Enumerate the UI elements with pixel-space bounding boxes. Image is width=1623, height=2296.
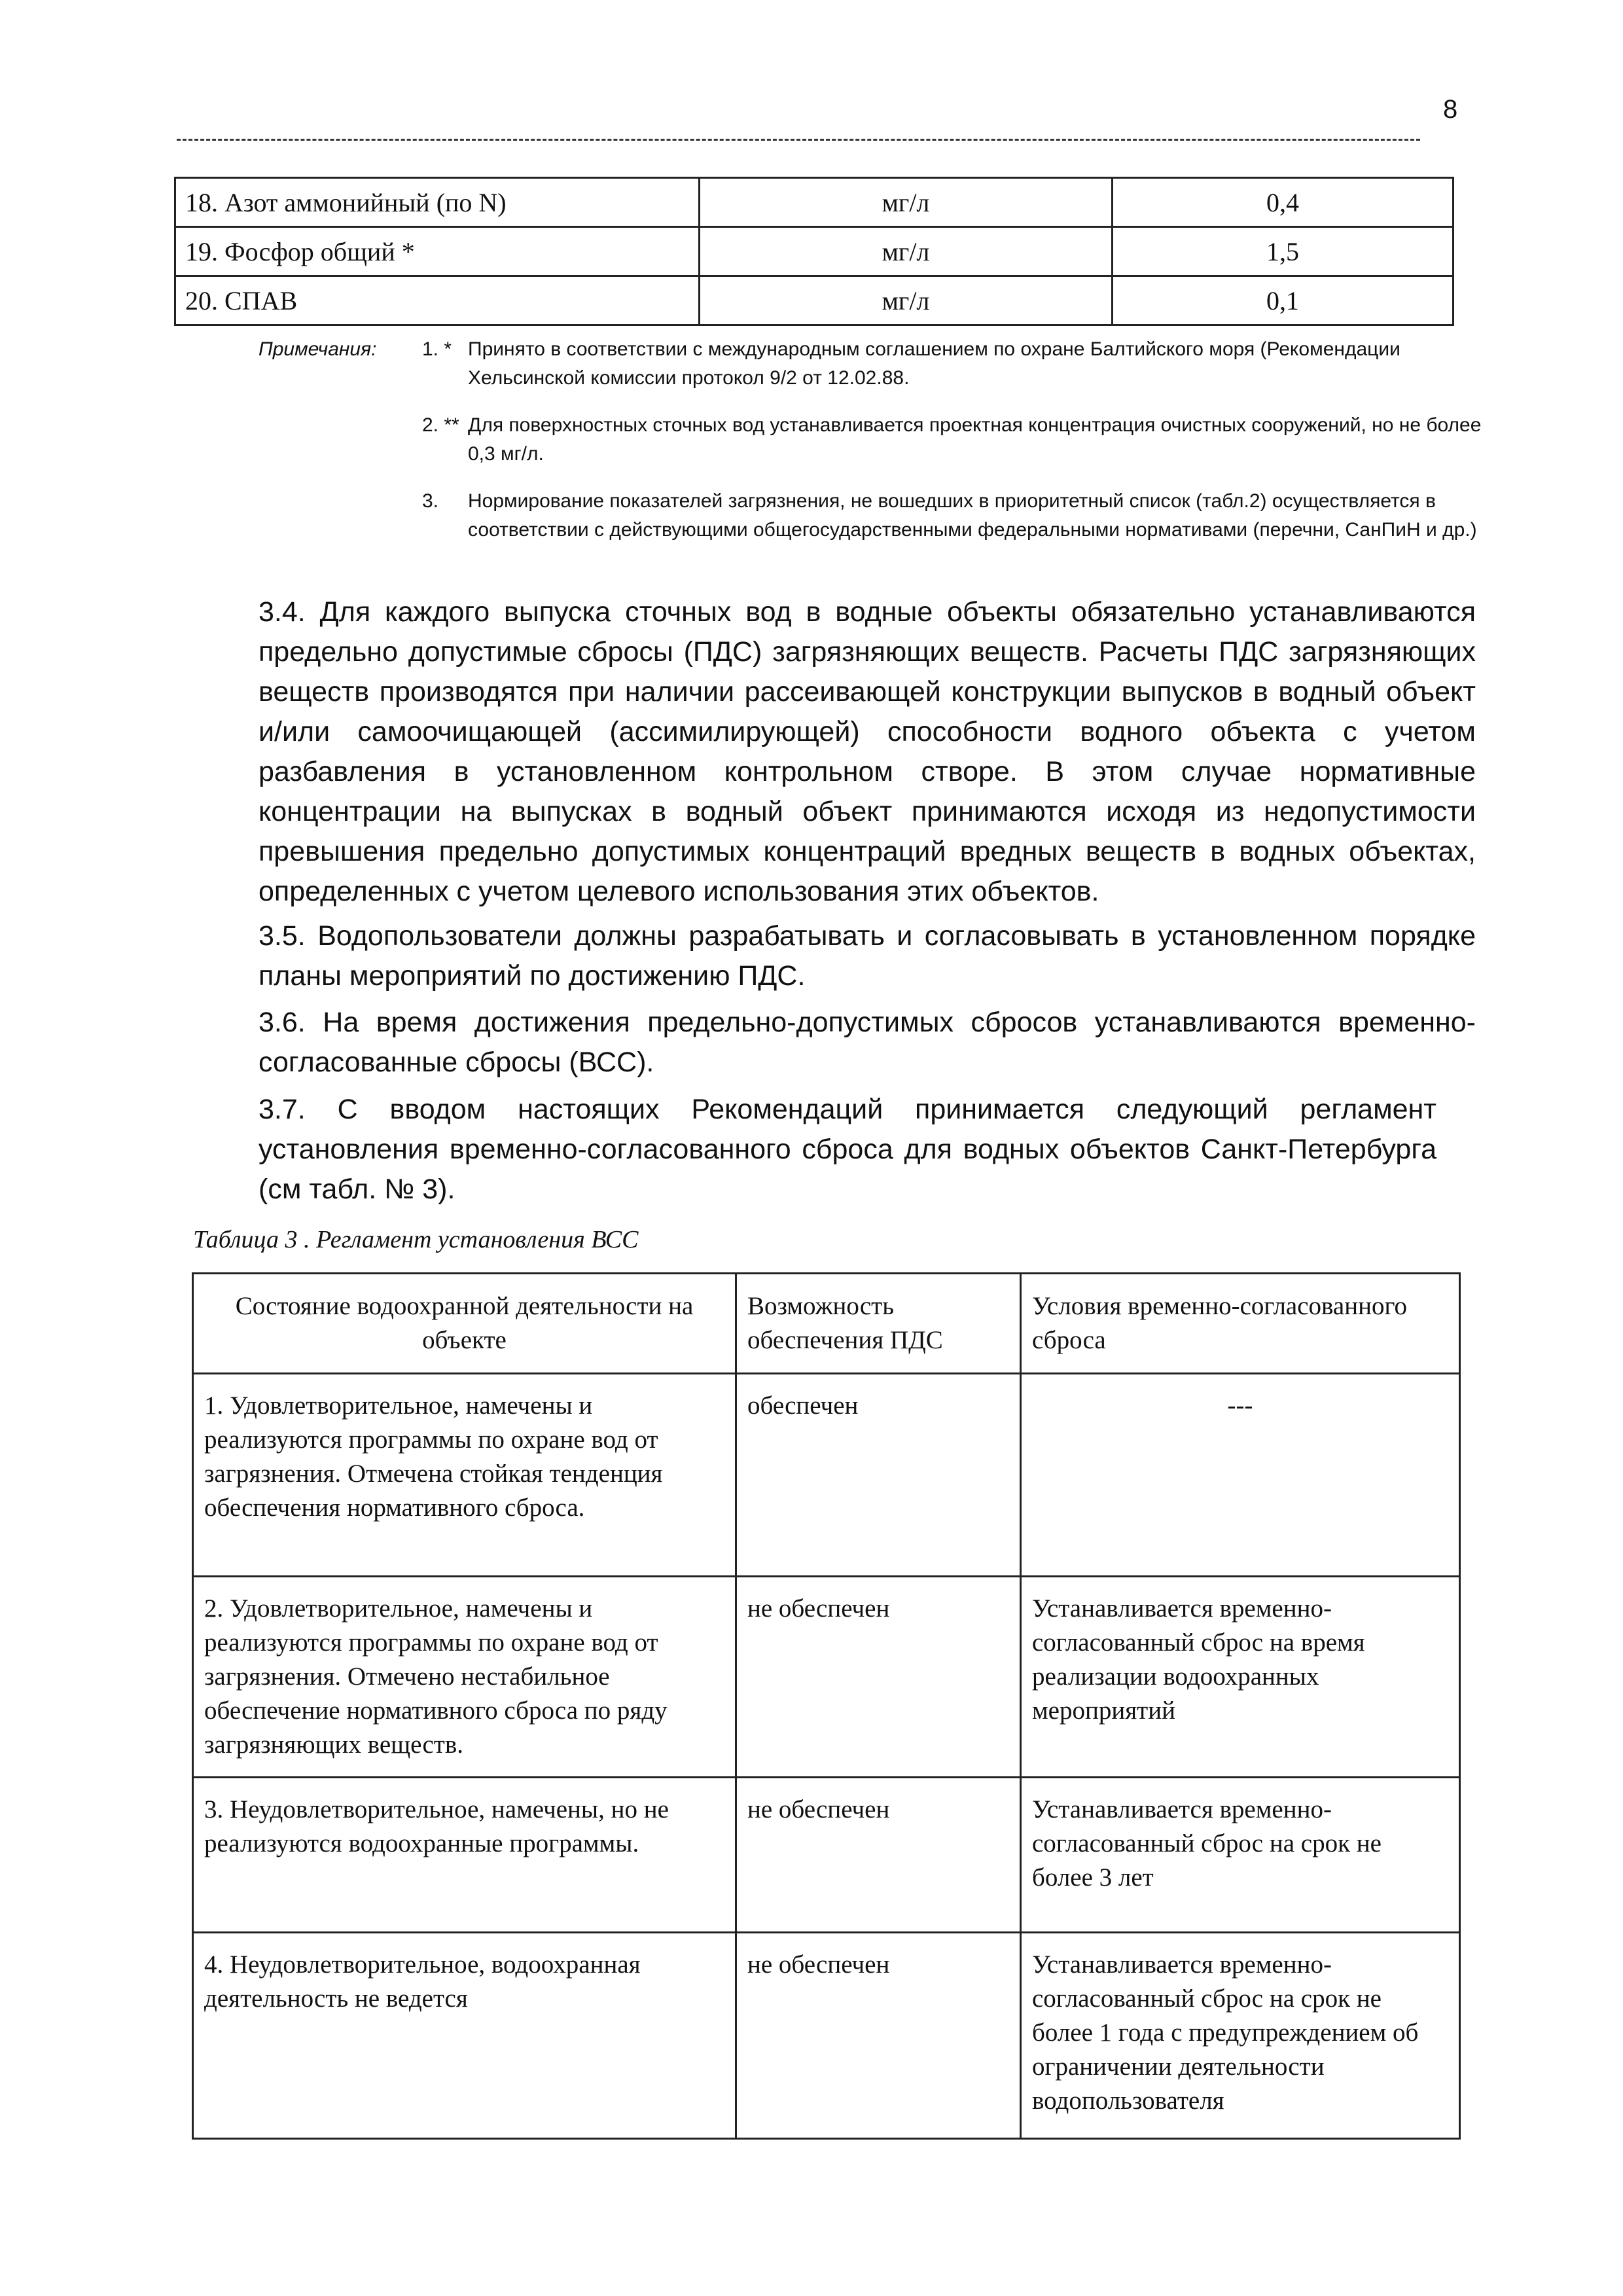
indicator-name: 18. Азот аммонийный (по N) [175, 178, 700, 227]
note-text: Принято в соответствии с международным соглашением по охране Балтийского моря (Рекомендации Хельсинской комиссии протокол 9/2 от 12.02.88. [468, 338, 1400, 389]
table-row [175, 276, 1454, 325]
table2-continuation [174, 177, 1454, 326]
unit: мг/л [700, 227, 1113, 276]
indicator-name: 19. Фосфор общий * [175, 227, 700, 276]
cell-possibility: не обеспечен [736, 1778, 1021, 1933]
unit: мг/л [700, 276, 1113, 325]
table3 [192, 1272, 1461, 2140]
header-divider [177, 139, 1420, 141]
paragraph-3-5 [259, 916, 1476, 996]
column-header: Условия временно-согласованного сброса [1021, 1274, 1460, 1374]
cell-state: 2. Удовлетворительное, намечены и реализуются программы по охране вод от загрязнения. Отмечено нестабильное обеспечение нормативного сброса по ряду загрязняющих веществ. [193, 1577, 736, 1778]
paragraph-text: Водопользователи должны разрабатывать и согласовывать в установленном порядке планы мероприятий по достижению ПДС. [259, 920, 1476, 992]
cell-conditions: --- [1021, 1374, 1460, 1577]
cell-conditions: Устанавливается временно-согласованный сброс на срок не более 3 лет [1021, 1778, 1460, 1933]
cell-state: 3. Неудовлетворительное, намечены, но не реализуются водоохранные программы. [193, 1778, 736, 1933]
page-number: 8 [1443, 95, 1458, 124]
indicator-name: 20. СПАВ [175, 276, 700, 325]
table-row [193, 1933, 1460, 2139]
note-number: 3. [422, 490, 439, 512]
table-row [175, 178, 1454, 227]
table-row [193, 1577, 1460, 1778]
paragraph-text: С вводом настоящих Рекомендаций принимается следующий регламент установления временно-согласованного сброса для водных объектов Санкт-Петербурга (см табл. № 3). [259, 1094, 1437, 1205]
table-header-row [193, 1274, 1460, 1374]
table3-caption: Таблица 3 . Регламент установления ВСС [193, 1226, 639, 1253]
note-text: Нормирование показателей загрязнения, не вошедших в приоритетный список (табл.2) осуществляется в соответствии с действующими общегосударственными федеральными нормативами (перечни, СанПиН и др.) [468, 490, 1477, 541]
table-row [193, 1374, 1460, 1577]
table-row [175, 227, 1454, 276]
column-header: Возможность обеспечения ПДС [736, 1274, 1021, 1374]
unit: мг/л [700, 178, 1113, 227]
value: 1,5 [1113, 227, 1454, 276]
notes [259, 335, 1489, 563]
value: 0,4 [1113, 178, 1454, 227]
value: 0,1 [1113, 276, 1454, 325]
cell-possibility: не обеспечен [736, 1577, 1021, 1778]
cell-conditions: Устанавливается временно-согласованный сброс на время реализации водоохранных мероприятий [1021, 1577, 1460, 1778]
paragraph-text: Для каждого выпуска сточных вод в водные объекты обязательно устанавливаются предельно допустимые сбросы (ПДС) загрязняющих веществ. Расчеты ПДС загрязняющих веществ производятся при наличии рассеивающей конструкции выпусков в водный объект и/или самоочищающей (ассимилирующей) способности водного объекта с учетом разбавления в установленном контрольном створе. В этом случае нормативные концентрации на выпусках в водный объект принимаются исходя из недопустимости превышения предельно допустимых концентраций вредных веществ в водных объектах, определенных с учетом целевого использования этих объектов. [259, 596, 1476, 907]
note-text: Для поверхностных сточных вод устанавливается проектная концентрация очистных сооружений, но не более 0,3 мг/л. [468, 414, 1482, 465]
paragraph-3-4 [259, 592, 1476, 912]
table-row [193, 1778, 1460, 1933]
paragraph-number: 3.4. [259, 596, 306, 628]
cell-state: 4. Неудовлетворительное, водоохранная деятельность не ведется [193, 1933, 736, 2139]
column-header: Состояние водоохранной деятельности на объекте [193, 1274, 736, 1374]
note-number: 2. ** [422, 414, 459, 436]
notes-label: Примечания: [259, 338, 377, 360]
cell-state: 1. Удовлетворительное, намечены и реализуются программы по охране вод от загрязнения. Отмечена стойкая тенденция обеспечения нормативного сброса. [193, 1374, 736, 1577]
paragraph-text: На время достижения предельно-допустимых сбросов устанавливаются временно-согласованные сбросы (ВСС). [259, 1007, 1476, 1078]
note-number: 1. * [422, 338, 452, 360]
paragraph-number: 3.7. [259, 1094, 306, 1125]
cell-conditions: Устанавливается временно-согласованный сброс на срок не более 1 года с предупреждением об ограничении деятельности водопользователя [1021, 1933, 1460, 2139]
paragraph-3-7 [259, 1090, 1436, 1210]
paragraph-number: 3.6. [259, 1007, 306, 1038]
paragraph-number: 3.5. [259, 920, 306, 952]
cell-possibility: не обеспечен [736, 1933, 1021, 2139]
cell-possibility: обеспечен [736, 1374, 1021, 1577]
paragraph-3-6 [259, 1003, 1476, 1083]
